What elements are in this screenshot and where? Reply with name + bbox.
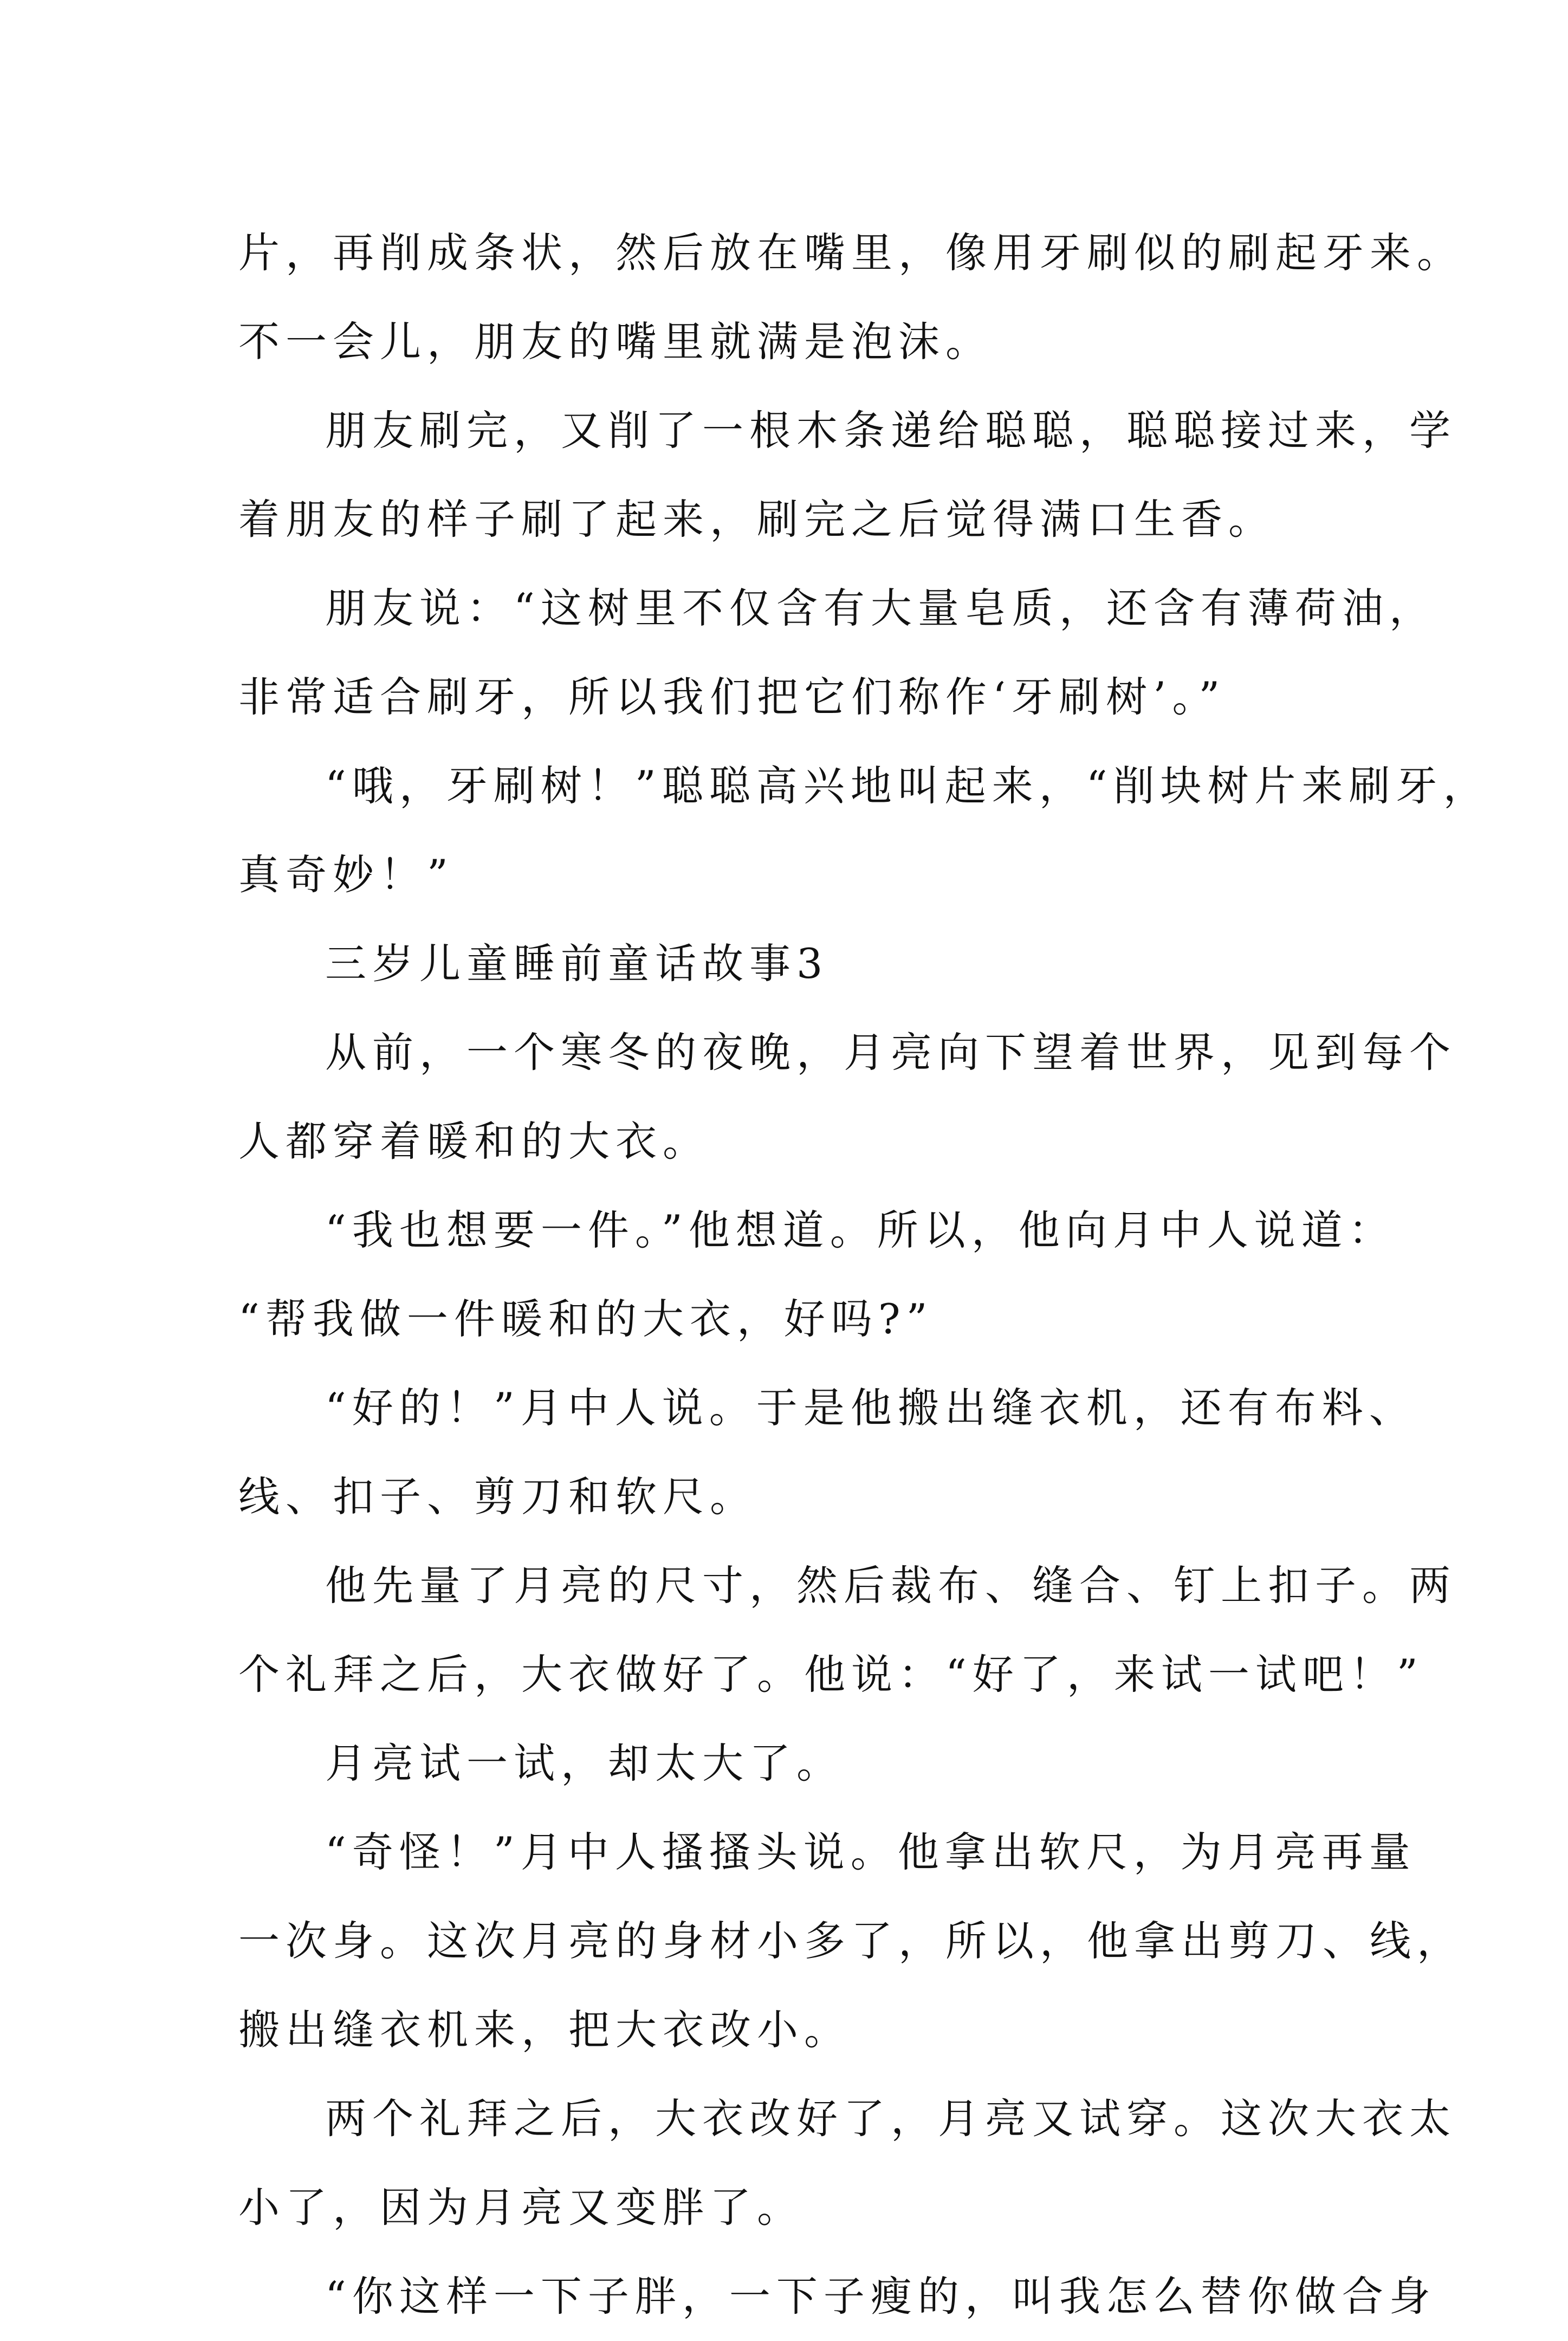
text-line: “我也想要一件。”他想道。所以，他向月中人说道： <box>325 1206 1396 1254</box>
text-line: 非常适合刷牙，所以我们把它们称作‘牙刷树’。” <box>238 673 1226 721</box>
text-line: 两个礼拜之后，大衣改好了，月亮又试穿。这次大衣太 <box>325 2094 1456 2143</box>
story-heading: 三岁儿童睡前童话故事3 <box>325 939 829 988</box>
text-line: 朋友刷完，又削了一根木条递给聪聪，聪聪接过来，学 <box>325 406 1456 455</box>
text-line: 小了，因为月亮又变胖了。 <box>238 2183 804 2232</box>
text-line: “哦，牙刷树！”聪聪高兴地叫起来，“削块树片来刷牙， <box>325 762 1491 810</box>
text-line: 搬出缝衣机来，把大衣改小。 <box>238 2006 851 2054</box>
body-text <box>238 209 1491 2341</box>
text-line: 真奇妙！” <box>238 851 454 899</box>
text-line: 人都穿着暖和的大衣。 <box>238 1117 710 1165</box>
text-line: “你这样一下子胖，一下子瘦的，叫我怎么替你做合身 <box>325 2272 1436 2320</box>
text-line: 片，再削成条状，然后放在嘴里，像用牙刷似的刷起牙来。 <box>238 229 1464 277</box>
text-line: 他先量了月亮的尺寸，然后裁布、缝合、钉上扣子。两 <box>325 1561 1456 1610</box>
text-line: 从前，一个寒冬的夜晚，月亮向下望着世界，见到每个 <box>325 1028 1456 1077</box>
text-line: “奇怪！”月中人搔搔头说。他拿出软尺，为月亮再量 <box>325 1828 1416 1876</box>
text-line: 一次身。这次月亮的身材小多了，所以，他拿出剪刀、线， <box>238 1917 1464 1965</box>
text-line: 个礼拜之后，大衣做好了。他说：“好了，来试一试吧！” <box>238 1650 1424 1698</box>
text-line: 线、扣子、剪刀和软尺。 <box>238 1473 757 1521</box>
text-line: 朋友说：“这树里不仅含有大量皂质，还含有薄荷油， <box>325 584 1436 632</box>
text-line: “帮我做一件暖和的大衣，好吗?” <box>238 1295 934 1343</box>
text-line: “好的！”月中人说。于是他搬出缝衣机，还有布料、 <box>325 1384 1416 1432</box>
text-line: 月亮试一试，却太大了。 <box>325 1739 844 1787</box>
text-line: 着朋友的样子刷了起来，刷完之后觉得满口生香。 <box>238 495 1275 543</box>
text-line: 不一会儿，朋友的嘴里就满是泡沫。 <box>238 317 993 366</box>
